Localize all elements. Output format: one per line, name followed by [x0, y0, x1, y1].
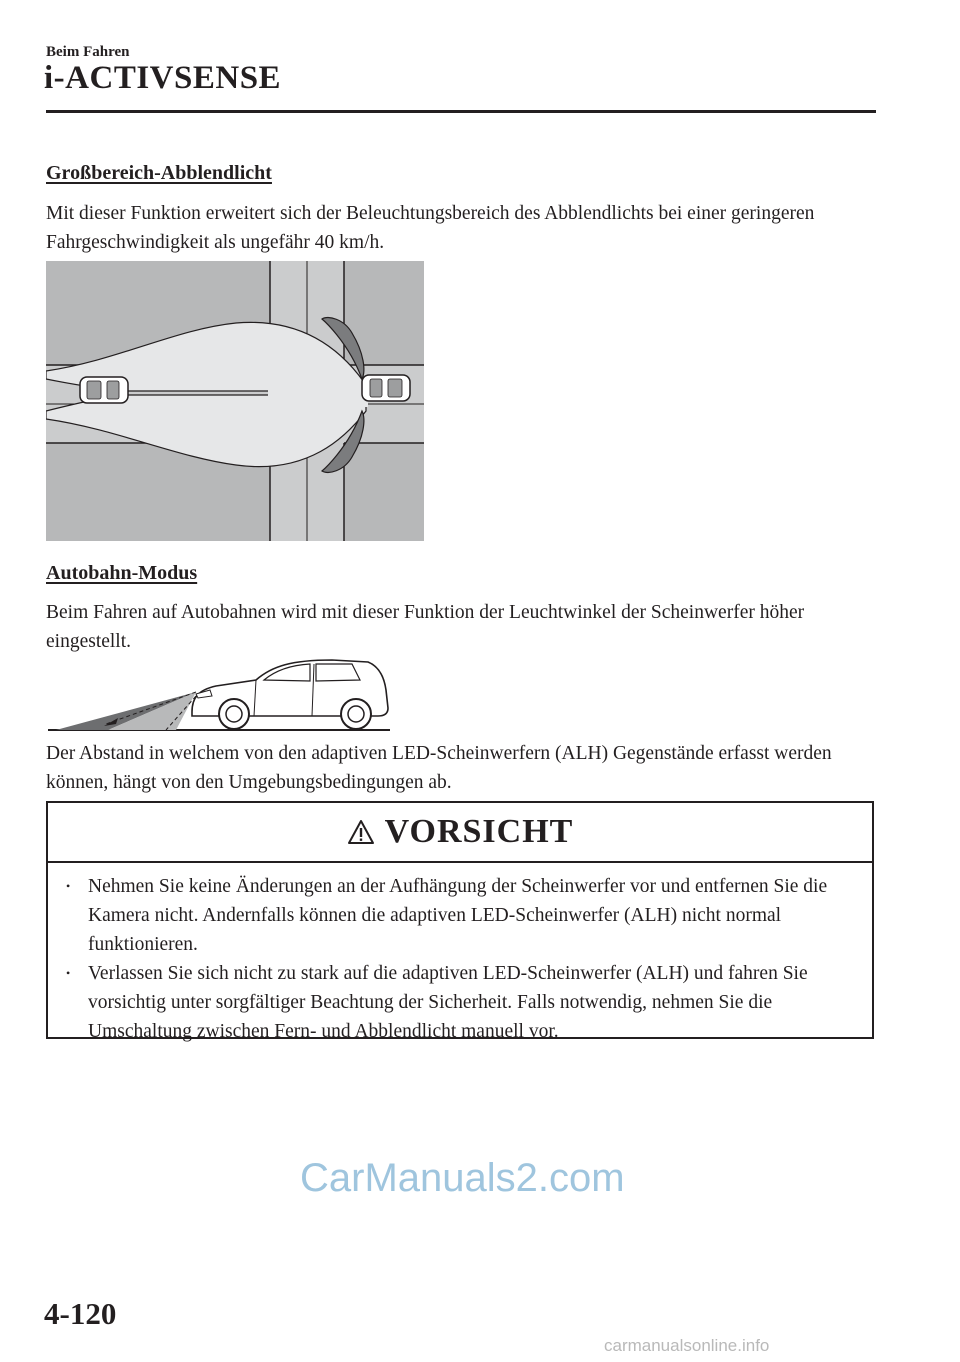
heading-wide-range-low-beam: Großbereich-Abblendlicht: [46, 162, 272, 184]
footer-site-mark: carmanualsonline.info: [604, 1336, 770, 1355]
paragraph-wide-range-low-beam: Mit dieser Funktion erweitert sich der Beleuchtungsbereich des Abblendlichts bei einer geringeren Fahrgeschwindigkeit als ungefähr 40 km/h.: [46, 203, 815, 253]
chapter-title: i-ACTIVSENSE: [44, 60, 282, 96]
section-label: Beim Fahren: [46, 44, 130, 60]
caution-box: [46, 801, 874, 1042]
caution-item: • Nehmen Sie keine Änderungen an der Aufhängung der Scheinwerfer vor und entfernen Sie die Kamera nicht. Andernfalls können die adaptiven LED-Scheinwerfer (ALH) nicht normal funktionieren.: [62, 872, 860, 959]
paragraph-motorway-mode: Beim Fahren auf Autobahnen wird mit dieser Funktion der Leuchtwinkel der Scheinwerfer höher eingestellt.: [46, 602, 805, 652]
headlight-angle-illustration: [46, 650, 392, 734]
warning-triangle-icon: [347, 819, 375, 845]
caution-list: [48, 863, 872, 1046]
page-number: 4-120: [44, 1296, 117, 1331]
caution-title: VORSICHT: [384, 813, 574, 850]
caution-item: • Verlassen Sie sich nicht zu stark auf die adaptiven LED-Scheinwerfer (ALH) und fahren Sie vorsichtig unter sorgfältiger Beachtung der Sicherheit. Falls notwendig, nehmen Sie die Umschaltung zwischen Fern- und Abblendlicht manuell vor.: [62, 959, 860, 1046]
paragraph-detection-note: Der Abstand in welchem von den adaptiven LED-Scheinwerfern (ALH) Gegenstände erfasst werden können, hängt von den Umgebungsbedingungen ab.: [46, 743, 832, 793]
watermark-logo: CarManuals2.com: [300, 1156, 625, 1200]
intersection-illustration: [46, 261, 424, 541]
heading-motorway-mode: Autobahn-Modus: [46, 562, 198, 584]
caution-header: [48, 803, 872, 863]
header-rule: [46, 110, 876, 113]
